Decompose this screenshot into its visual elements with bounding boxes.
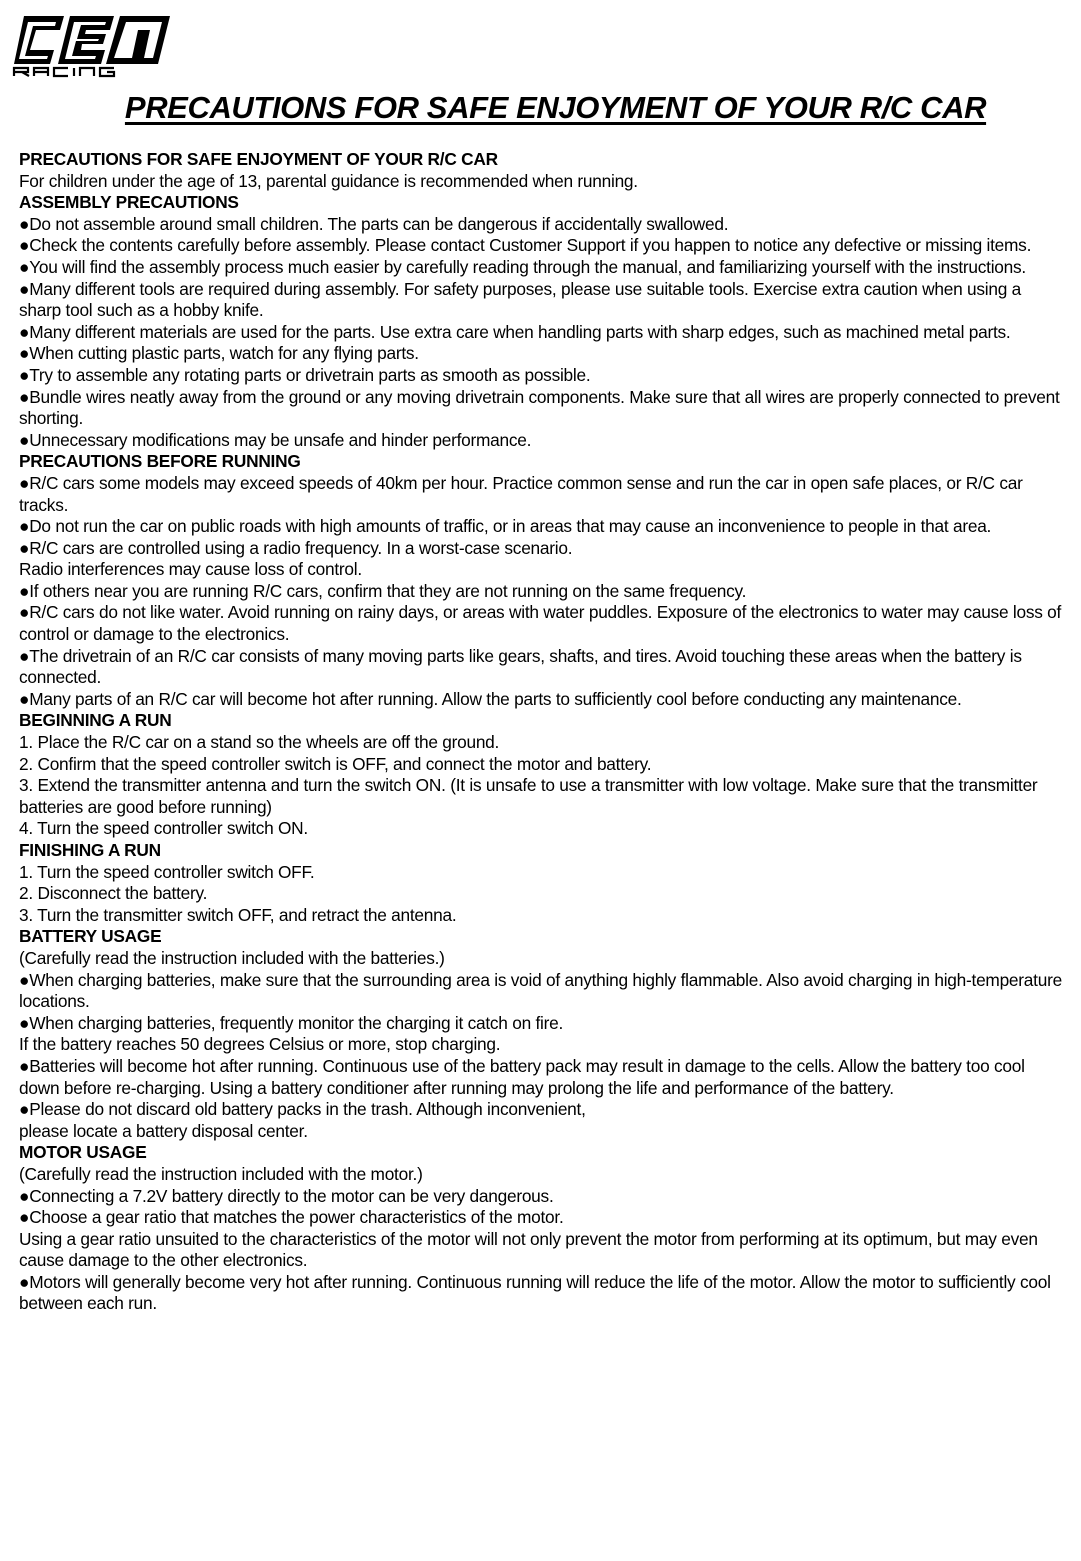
body-line: Radio interferences may cause loss of control. — [19, 559, 362, 580]
precautions-text — [19, 149, 1064, 1315]
body-line: 1. Turn the speed controller switch OFF. — [19, 861, 315, 882]
section-heading: PRECAUTIONS BEFORE RUNNING — [19, 451, 301, 472]
body-line: 1. Place the R/C car on a stand so the wheels are off the ground. — [19, 732, 500, 753]
section-heading: BATTERY USAGE — [19, 926, 162, 947]
bullet-item: ● When charging batteries, frequently monitor the charging it catch on fire. — [19, 1013, 1064, 1035]
bullet-item: ● Connecting a 7.2V battery directly to the motor can be very dangerous. — [19, 1186, 1064, 1208]
bullet-item: ● R/C cars do not like water. Avoid running on rainy days, or areas with water puddles. Exposure of the electronics to water may cause loss of control or damage to the electronics. — [19, 602, 1064, 645]
section-heading: PRECAUTIONS FOR SAFE ENJOYMENT OF YOUR R/C CAR — [19, 149, 498, 169]
bullet-item: ● Unnecessary modifications may be unsafe and hinder performance. — [19, 430, 1064, 452]
bullet-item: ● Bundle wires neatly away from the ground or any moving drivetrain components. Make sure that all wires are properly connected to prevent shorting. — [19, 387, 1064, 430]
bullet-item: ● You will find the assembly process much easier by carefully reading through the manual, and familiarizing yourself with the instructions. — [19, 257, 1064, 279]
bullet-item: ● R/C cars some models may exceed speeds of 40km per hour. Practice common sense and run the car in open safe places, or R/C car tracks. — [19, 473, 1064, 516]
body-line: If the battery reaches 50 degrees Celsius or more, stop charging. — [19, 1034, 501, 1055]
section-heading: BEGINNING A RUN — [19, 710, 172, 731]
bullet-item: ● If others near you are running R/C cars, confirm that they are not running on the same frequency. — [19, 581, 1064, 603]
bullet-item: ● Many different tools are required during assembly. For safety purposes, please use suitable tools. Exercise extra caution when using a sharp tool such as a hobby knife. — [19, 279, 1064, 322]
cen-racing-logo-graphic — [10, 12, 170, 78]
bullet-item: ● Try to assemble any rotating parts or drivetrain parts as smooth as possible. — [19, 365, 1064, 387]
body-line: (Carefully read the instruction included with the batteries.) — [19, 947, 445, 968]
bullet-item: ● Motors will generally become very hot after running. Continuous running will reduce the life of the motor. Allow the motor to sufficiently cool between each run. — [19, 1272, 1064, 1315]
body-line: 3. Turn the transmitter switch OFF, and retract the antenna. — [19, 904, 457, 925]
body-line: For children under the age of 13, parental guidance is recommended when running. — [19, 170, 638, 191]
bullet-item: ● Batteries will become hot after running. Continuous use of the battery pack may result in damage to the cells. Allow the battery too cool down before re-charging. Using a battery conditioner after running may prolong the life and performance of the battery. — [19, 1056, 1064, 1099]
body-line: Using a gear ratio unsuited to the characteristics of the motor will not only prevent the motor from performing at its optimum, but may even cause damage to the other electronics. — [19, 1228, 1038, 1271]
bullet-item: ● R/C cars are controlled using a radio frequency. In a worst-case scenario. — [19, 538, 1064, 560]
section-heading: ASSEMBLY PRECAUTIONS — [19, 192, 239, 213]
body-line: 4. Turn the speed controller switch ON. — [19, 818, 308, 839]
bullet-item: ● Check the contents carefully before assembly. Please contact Customer Support if you happen to notice any defective or missing items. — [19, 235, 1064, 257]
bullet-item: ● Choose a gear ratio that matches the power characteristics of the motor. — [19, 1207, 1064, 1229]
body-line: 2. Disconnect the battery. — [19, 883, 208, 904]
cen-racing-logo — [10, 12, 170, 78]
bullet-item: ● Please do not discard old battery packs in the trash. Although inconvenient, — [19, 1099, 1064, 1121]
bullet-item: ● Many parts of an R/C car will become hot after running. Allow the parts to sufficiently cool before conducting any maintenance. — [19, 689, 1064, 711]
bullet-item: ● Do not run the car on public roads with high amounts of traffic, or in areas that may cause an inconvenience to people in that area. — [19, 516, 1064, 538]
bullet-item: ● The drivetrain of an R/C car consists of many moving parts like gears, shafts, and tires. Avoid touching these areas when the battery is connected. — [19, 646, 1064, 689]
bullet-item: ● When charging batteries, make sure that the surrounding area is void of anything highly flammable. Also avoid charging in high-temperature locations. — [19, 970, 1064, 1013]
page-bottom-edge — [0, 1554, 1081, 1561]
bullet-item: ● Do not assemble around small children. The parts can be dangerous if accidentally swallowed. — [19, 214, 1064, 236]
body-line: (Carefully read the instruction included with the motor.) — [19, 1163, 423, 1184]
body-line: 2. Confirm that the speed controller switch is OFF, and connect the motor and battery. — [19, 753, 652, 774]
bullet-item: ● When cutting plastic parts, watch for any flying parts. — [19, 343, 1064, 365]
section-heading: MOTOR USAGE — [19, 1142, 147, 1163]
body-line: please locate a battery disposal center. — [19, 1120, 308, 1141]
bullet-item: ● Many different materials are used for the parts. Use extra care when handling parts with sharp edges, such as machined metal parts. — [19, 322, 1064, 344]
body-line: 3. Extend the transmitter antenna and turn the switch ON. (It is unsafe to use a transmitter with low voltage. Make sure that the transmitter batteries are good before running) — [19, 775, 1038, 817]
page-title: PRECAUTIONS FOR SAFE ENJOYMENT OF YOUR R/C CAR — [124, 90, 987, 125]
section-heading: FINISHING A RUN — [19, 840, 161, 860]
